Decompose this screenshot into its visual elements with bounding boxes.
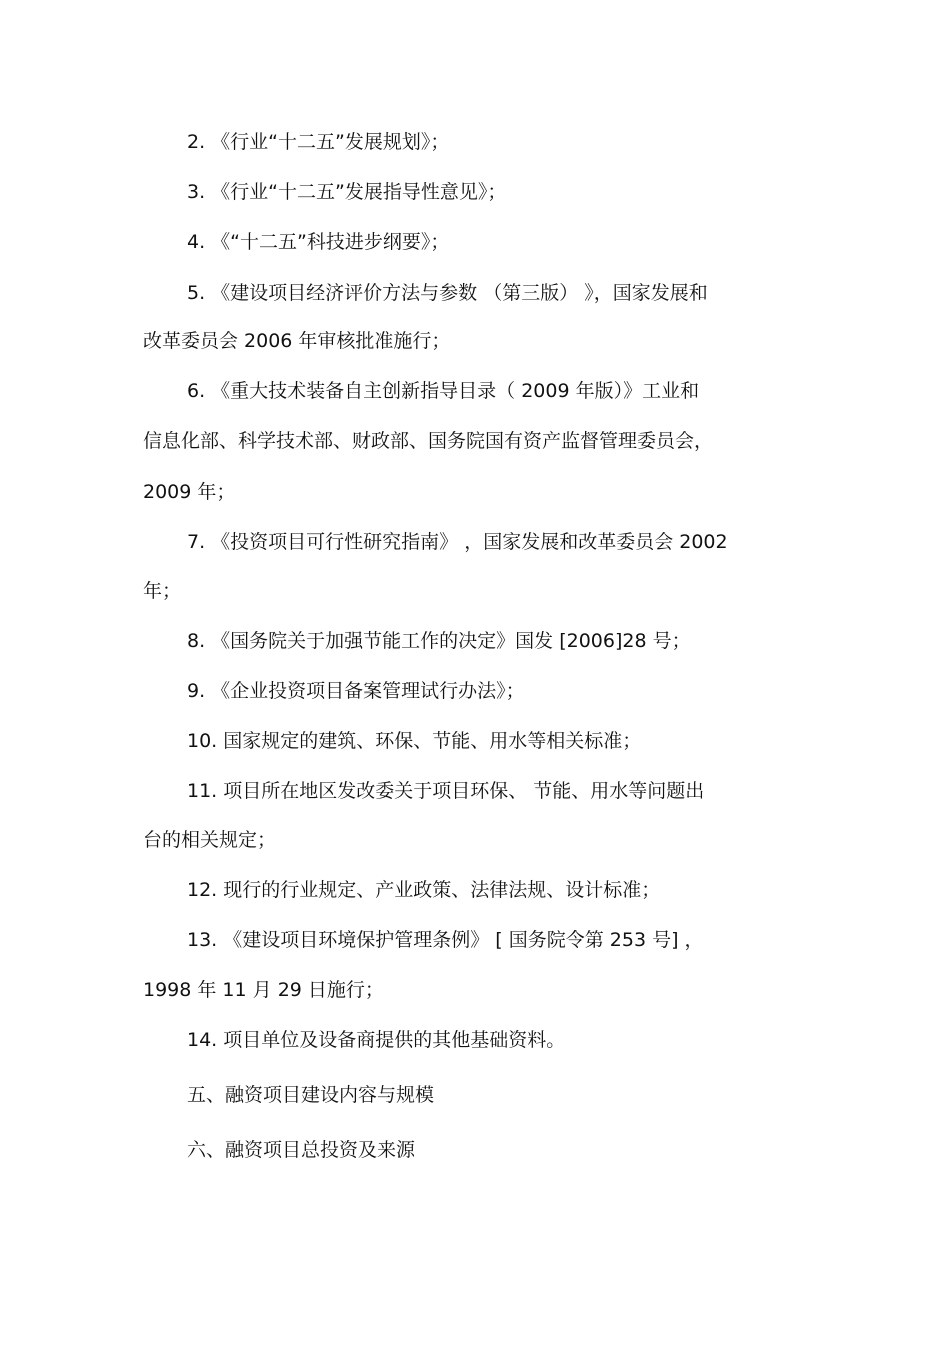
ref-item-8: 8. 《国务院关于加强节能工作的决定》国发 [2006]28 号；: [187, 630, 691, 652]
ref-item-5: 5. 《建设项目经济评价方法与参数 （第三版） 》，国家发展和: [187, 282, 708, 304]
ref-item-13: 13. 《建设项目环境保护管理条例》 [ 国务院令第 253 号] ，: [187, 929, 704, 951]
ref-item-11-cont: 台的相关规定；: [143, 829, 277, 851]
ref-item-12: 12. 现行的行业规定、产业政策、法律法规、设计标准；: [187, 879, 661, 901]
ref-item-13-cont: 1998 年 11 月 29 日施行；: [143, 979, 384, 1001]
ref-item-2: 2. 《行业“十二五”发展规划》；: [187, 131, 450, 153]
ref-item-3: 3. 《行业“十二五”发展指导性意见》；: [187, 181, 507, 203]
ref-item-14: 14. 项目单位及设备商提供的其他基础资料。: [187, 1029, 566, 1051]
ref-item-9: 9. 《企业投资项目备案管理试行办法》；: [187, 680, 525, 702]
ref-item-5-cont: 改革委员会 2006 年审核批准施行；: [143, 330, 451, 352]
ref-item-6: 6. 《重大技术装备自主创新指导目录（ 2009 年版）》工业和: [187, 380, 700, 402]
ref-item-4: 4. 《“十二五”科技进步纲要》；: [187, 231, 450, 253]
section-heading-5: 五、融资项目建设内容与规模: [187, 1084, 435, 1106]
ref-item-7-cont: 年；: [143, 580, 182, 602]
ref-item-7: 7. 《投资项目可行性研究指南》 ，国家发展和改革委员会 2002: [187, 531, 728, 553]
ref-item-6-cont: 信息化部、科学技术部、财政部、国务院国有资产监督管理委员会，: [143, 430, 714, 452]
section-heading-6: 六、融资项目总投资及来源: [187, 1139, 416, 1161]
ref-item-11: 11. 项目所在地区发改委关于项目环保、 节能、用水等问题出: [187, 780, 705, 802]
ref-item-6-cont2: 2009 年；: [143, 481, 236, 503]
ref-item-10: 10. 国家规定的建筑、环保、节能、用水等相关标准；: [187, 730, 642, 752]
